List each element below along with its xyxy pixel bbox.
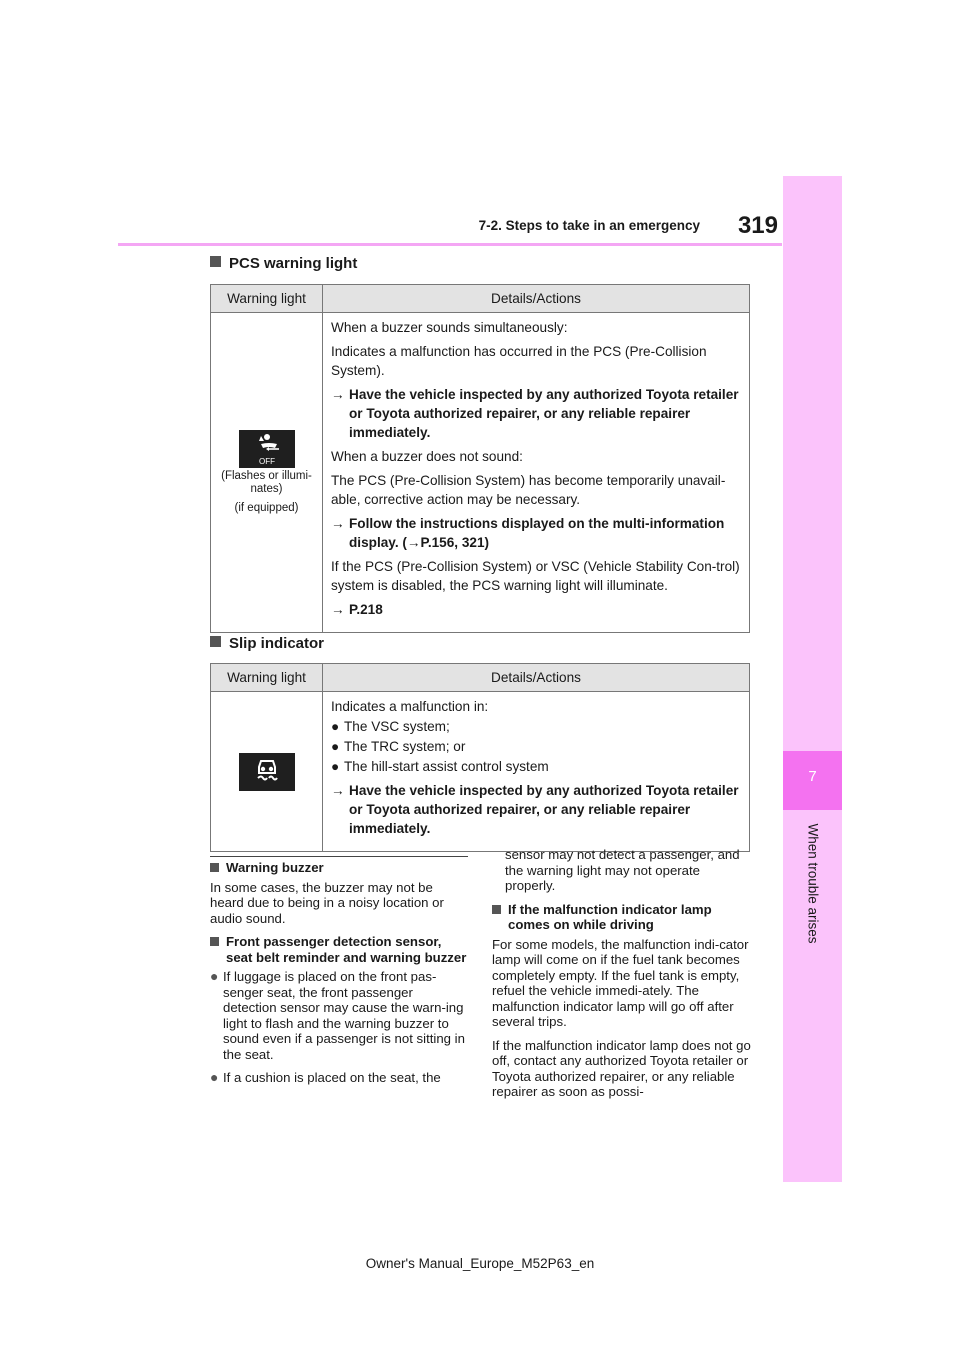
footer-text: Owner's Manual_Europe_M52P63_en [365, 1256, 595, 1271]
pcs-table [210, 284, 750, 633]
note-heading-text: If the malfunction indicator lamp comes on while driving [508, 901, 712, 932]
slip-details [323, 692, 750, 852]
pcs-details [323, 313, 750, 633]
slip-indicator-icon [239, 753, 295, 791]
list-item [210, 1070, 468, 1086]
notes-right-column [492, 847, 752, 1108]
slip-bullet-text: The TRC system; or [344, 739, 466, 754]
note-heading [492, 902, 752, 933]
col-warning-light: Warning light [211, 664, 323, 692]
pcs-text: If the PCS (Pre-Collision System) or VSC (Vehicle Stability Con-trol) system is disabled, the PCS warning light will illuminate. [331, 559, 740, 593]
arrow-icon: → [331, 387, 345, 402]
pcs-icon-off-text: OFF [258, 457, 275, 466]
list-item [331, 717, 741, 736]
slip-action-text: Have the vehicle inspected by any authorized Toyota retailer or Toyota authorized repairer, or any reliable repairer immediately. [349, 783, 739, 836]
col-warning-light: Warning light [211, 285, 323, 313]
col-details-actions: Details/Actions [323, 664, 750, 692]
table-header-row [211, 285, 750, 313]
note-heading-text: Warning buzzer [226, 860, 324, 875]
note-heading [210, 934, 468, 965]
slip-bullet-text: The VSC system; [344, 719, 450, 734]
chapter-side-tab [783, 176, 842, 1182]
slip-heading [210, 635, 324, 652]
bullet-icon: ● [210, 1069, 219, 1085]
square-bullet-icon [492, 905, 501, 914]
pcs-text: When a buzzer does not sound: [331, 449, 523, 464]
pcs-action [331, 514, 741, 552]
note-heading [210, 860, 468, 876]
note-heading-text: Front passenger detection sensor, seat belt reminder and warning buzzer [226, 934, 467, 965]
page-number: 319 [737, 212, 778, 239]
pcs-text: The PCS (Pre-Collision System) has become temporarily unavail-able, corrective action may be necessary. [331, 473, 726, 507]
notes-left-column [210, 860, 468, 1094]
pcs-caption-equipped: (if equipped) [234, 502, 299, 514]
chapter-label: When trouble arises [805, 823, 821, 944]
pcs-page-link[interactable]: P.218 [349, 602, 383, 617]
pcs-caption-flashes: (Flashes or illumi-nates) [221, 470, 312, 495]
note-bullet-text: If a cushion is placed on the seat, the [223, 1070, 441, 1085]
slip-icon-cell [211, 692, 323, 852]
notes-divider [210, 856, 468, 857]
slip-heading-text: Slip indicator [229, 635, 325, 652]
list-item [331, 757, 741, 776]
col-details-actions: Details/Actions [323, 285, 750, 313]
bullet-icon: ● [331, 719, 340, 734]
square-bullet-icon [210, 937, 219, 946]
arrow-icon: → [331, 516, 345, 531]
pcs-action-text: Have the vehicle inspected by any authorized Toyota retailer or Toyota authorized repairer, or any reliable repairer immediately. [349, 387, 739, 440]
note-text: If the malfunction indicator lamp does not go off, contact any authorized Toyota retailer or Toyota authorized repairer, or any reliable repairer as soon as possi- [492, 1037, 751, 1099]
pcs-warning-icon [239, 430, 295, 468]
slip-bullet-text: The hill-start assist control system [344, 759, 549, 774]
square-bullet-icon [210, 256, 221, 267]
pcs-heading [210, 255, 357, 272]
note-text: In some cases, the buzzer may not be heard due to being in a noisy location or audio sound. [210, 879, 444, 926]
table-header-row [211, 664, 750, 692]
pcs-action [331, 600, 741, 619]
pcs-action-link[interactable]: Follow the instructions displayed on the multi-information display. (→P.156, 321) [349, 516, 725, 550]
chapter-number: 7 [808, 768, 817, 785]
pcs-heading-text: PCS warning light [229, 255, 358, 272]
table-row [211, 692, 750, 852]
pcs-icon-cell [211, 313, 323, 633]
section-title: 7-2. Steps to take in an emergency [478, 218, 700, 233]
bullet-icon: ● [331, 739, 340, 754]
bullet-icon: ● [331, 759, 340, 774]
table-row [211, 313, 750, 633]
slip-table [210, 663, 750, 852]
note-bullet-text: If luggage is placed on the front pas-senger seat, the front passenger detection sensor may cause the warn-ing light to flash and the warning buzzer to sound even if a passenger is not sitting in the seat. [223, 969, 465, 1062]
arrow-icon: → [331, 783, 345, 798]
pcs-text: Indicates a malfunction has occurred in the PCS (Pre-Collision System). [331, 344, 707, 378]
list-item [331, 737, 741, 756]
slip-action [331, 781, 741, 838]
bullet-icon: ● [210, 968, 219, 984]
pcs-text: When a buzzer sounds simultaneously: [331, 320, 568, 335]
note-text: For some models, the malfunction indi-cator lamp will come on if the fuel tank becomes completely empty. If the fuel tank is empty, refuel the vehicle immedi-ately. The malfunction indicator lamp will go off after several trips. [492, 936, 749, 1029]
square-bullet-icon [210, 636, 221, 647]
square-bullet-icon [210, 863, 219, 872]
slip-text: Indicates a malfunction in: [331, 699, 489, 714]
pcs-action [331, 385, 741, 442]
arrow-icon: → [331, 602, 345, 617]
note-text: sensor may not detect a passenger, and the warning light may not operate properly. [505, 847, 740, 893]
list-item [210, 969, 468, 1062]
header-rule [118, 243, 782, 246]
